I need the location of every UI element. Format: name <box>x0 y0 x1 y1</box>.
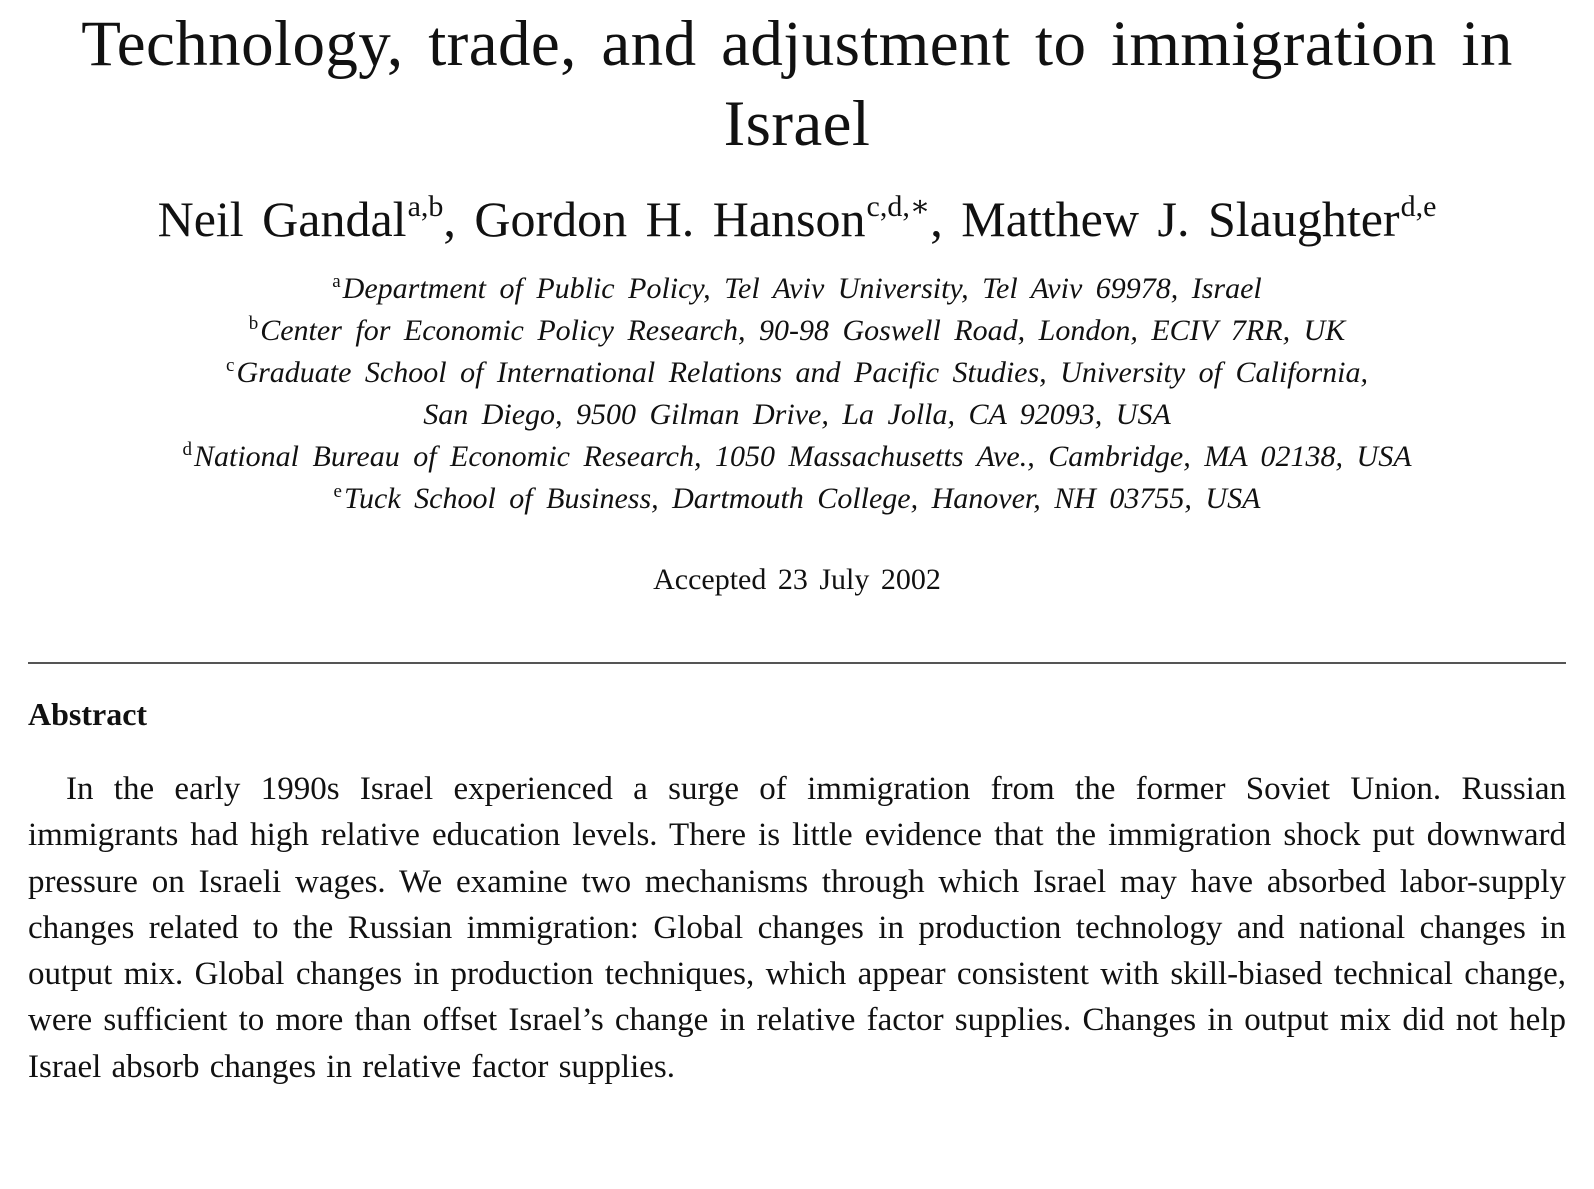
affiliation-list <box>28 268 1566 520</box>
affiliation <box>28 352 1566 394</box>
section-divider <box>28 662 1566 664</box>
author-name: Neil Gandal <box>157 191 407 247</box>
author <box>158 191 475 247</box>
affiliation-text: Graduate School of International Relations and Pacific Studies, University of California, <box>236 356 1368 389</box>
affiliation-text: Tuck School of Business, Dartmouth College, Hanover, NH 03755, USA <box>343 482 1261 515</box>
affiliation-text: Department of Public Policy, Tel Aviv University, Tel Aviv 69978, Israel <box>342 272 1262 305</box>
accepted-date: Accepted 23 July 2002 <box>653 563 941 596</box>
author <box>474 191 961 247</box>
author <box>961 191 1436 247</box>
author-list <box>28 188 1566 250</box>
affiliation-mark: e <box>333 481 342 502</box>
affiliation-mark: c <box>226 355 235 376</box>
affiliation-mark: b <box>248 313 259 334</box>
author-affiliation-marks: d,e <box>1400 190 1437 223</box>
affiliation-continuation: San Diego, 9500 Gilman Drive, La Jolla, CA 92093, USA <box>423 398 1171 431</box>
affiliation-text: National Bureau of Economic Research, 1050 Massachusetts Ave., Cambridge, MA 02138, USA <box>193 440 1412 473</box>
affiliation <box>28 268 1566 310</box>
author-separator: , <box>443 191 475 247</box>
author-name: Gordon H. Hanson <box>474 191 866 247</box>
affiliation-text: Center for Economic Policy Research, 90-98 Goswell Road, London, ECIV 7RR, UK <box>260 314 1346 347</box>
affiliation <box>28 310 1566 352</box>
author-name: Matthew J. Slaughter <box>961 191 1400 247</box>
affiliation <box>28 436 1566 478</box>
abstract-text: In the early 1990s Israel experienced a surge of immigration from the former Soviet Union. Russian immigrants had high relative education levels. There is little evidence that the immigration shock put downward pressure on Israeli wages. We examine two mechanisms through which Israel may have absorbed labor-supply changes related to the Russian immigration: Global changes in production technology and national changes in output mix. Global changes in production techniques, which appear consistent with skill-biased technical change, were sufficient to more than offset Israel’s change in relative factor supplies. Changes in output mix did not help Israel absorb changes in relative factor supplies. <box>28 771 1566 1085</box>
affiliation-mark: d <box>182 439 192 460</box>
author-separator: , <box>930 191 962 247</box>
affiliation <box>28 478 1566 520</box>
affiliation-mark: a <box>332 271 341 292</box>
abstract-heading: Abstract <box>28 696 148 732</box>
author-affiliation-marks: a,b <box>407 190 444 223</box>
author-affiliation-marks: c,d,∗ <box>866 190 931 223</box>
paper-title: Technology, trade, and adjustment to immigration in Israel <box>81 8 1513 160</box>
